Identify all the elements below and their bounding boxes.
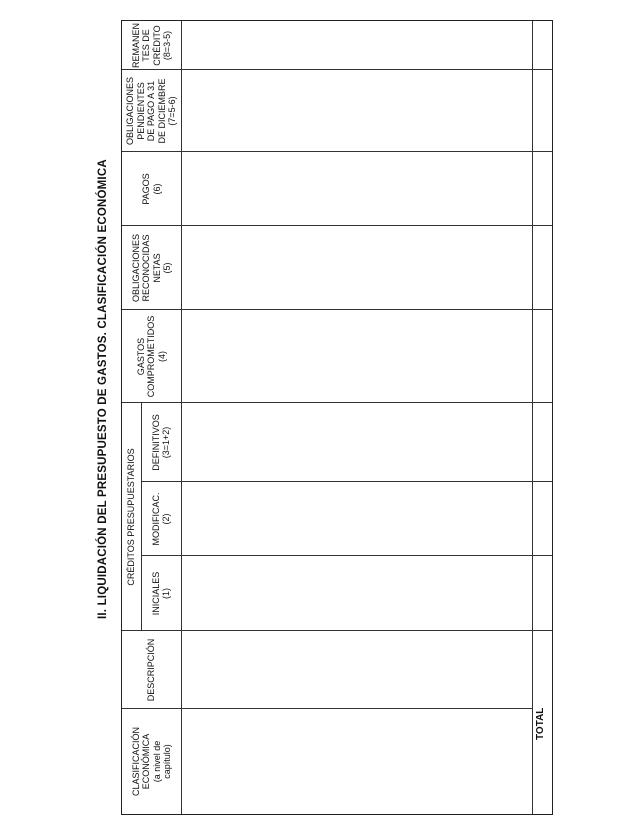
header-iniciales: INICIALES (1) (150, 571, 171, 616)
total-row-line (532, 21, 533, 814)
header-definitivos: DEFINITIVOS (3=1+2) (150, 414, 171, 471)
header-obligaciones-pendientes: OBLIGACIONES PENDIENTES DE PAGO A 31 DE DICIEMBRE (7=5-6) (125, 76, 178, 146)
col-line-8 (122, 151, 552, 152)
col-line-3 (141, 555, 552, 556)
col-line-9 (122, 69, 552, 70)
col-line-4 (141, 481, 552, 482)
col-line-6 (122, 309, 552, 310)
liquidation-table (121, 20, 553, 815)
header-descripcion: DESCRIPCIÓN (146, 638, 157, 702)
col-line-1 (122, 708, 532, 709)
header-obligaciones-reconocidas: OBLIGACIONES RECONOCIDAS NETAS (5) (130, 233, 172, 303)
header-remanentes: REMANEN TES DE CRÉDITO (8=3-5) (130, 23, 172, 69)
header-modificac: MODIFICAC. (2) (150, 492, 171, 546)
header-gastos-comprometidos: GASTOS COMPROMETIDOS (4) (135, 315, 167, 398)
header-bottom-line (181, 21, 182, 814)
col-line-5 (122, 402, 552, 403)
header-creditos-presupuestarios: CRÉDITOS PRESUPUESTARIOS (126, 448, 137, 586)
header-clasificacion: CLASIFICACIÓN ECONÓMICA (a nivel de capítulo) (130, 727, 172, 797)
page-title: II. LIQUIDACIÓN DEL PRESUPUESTO DE GASTOS. CLASIFICACIÓN ECONÓMICA (97, 159, 109, 619)
col-line-7 (122, 225, 552, 226)
col-line-2 (122, 630, 552, 631)
total-label: TOTAL (535, 707, 546, 740)
header-pagos: PAGOS (6) (141, 173, 162, 205)
